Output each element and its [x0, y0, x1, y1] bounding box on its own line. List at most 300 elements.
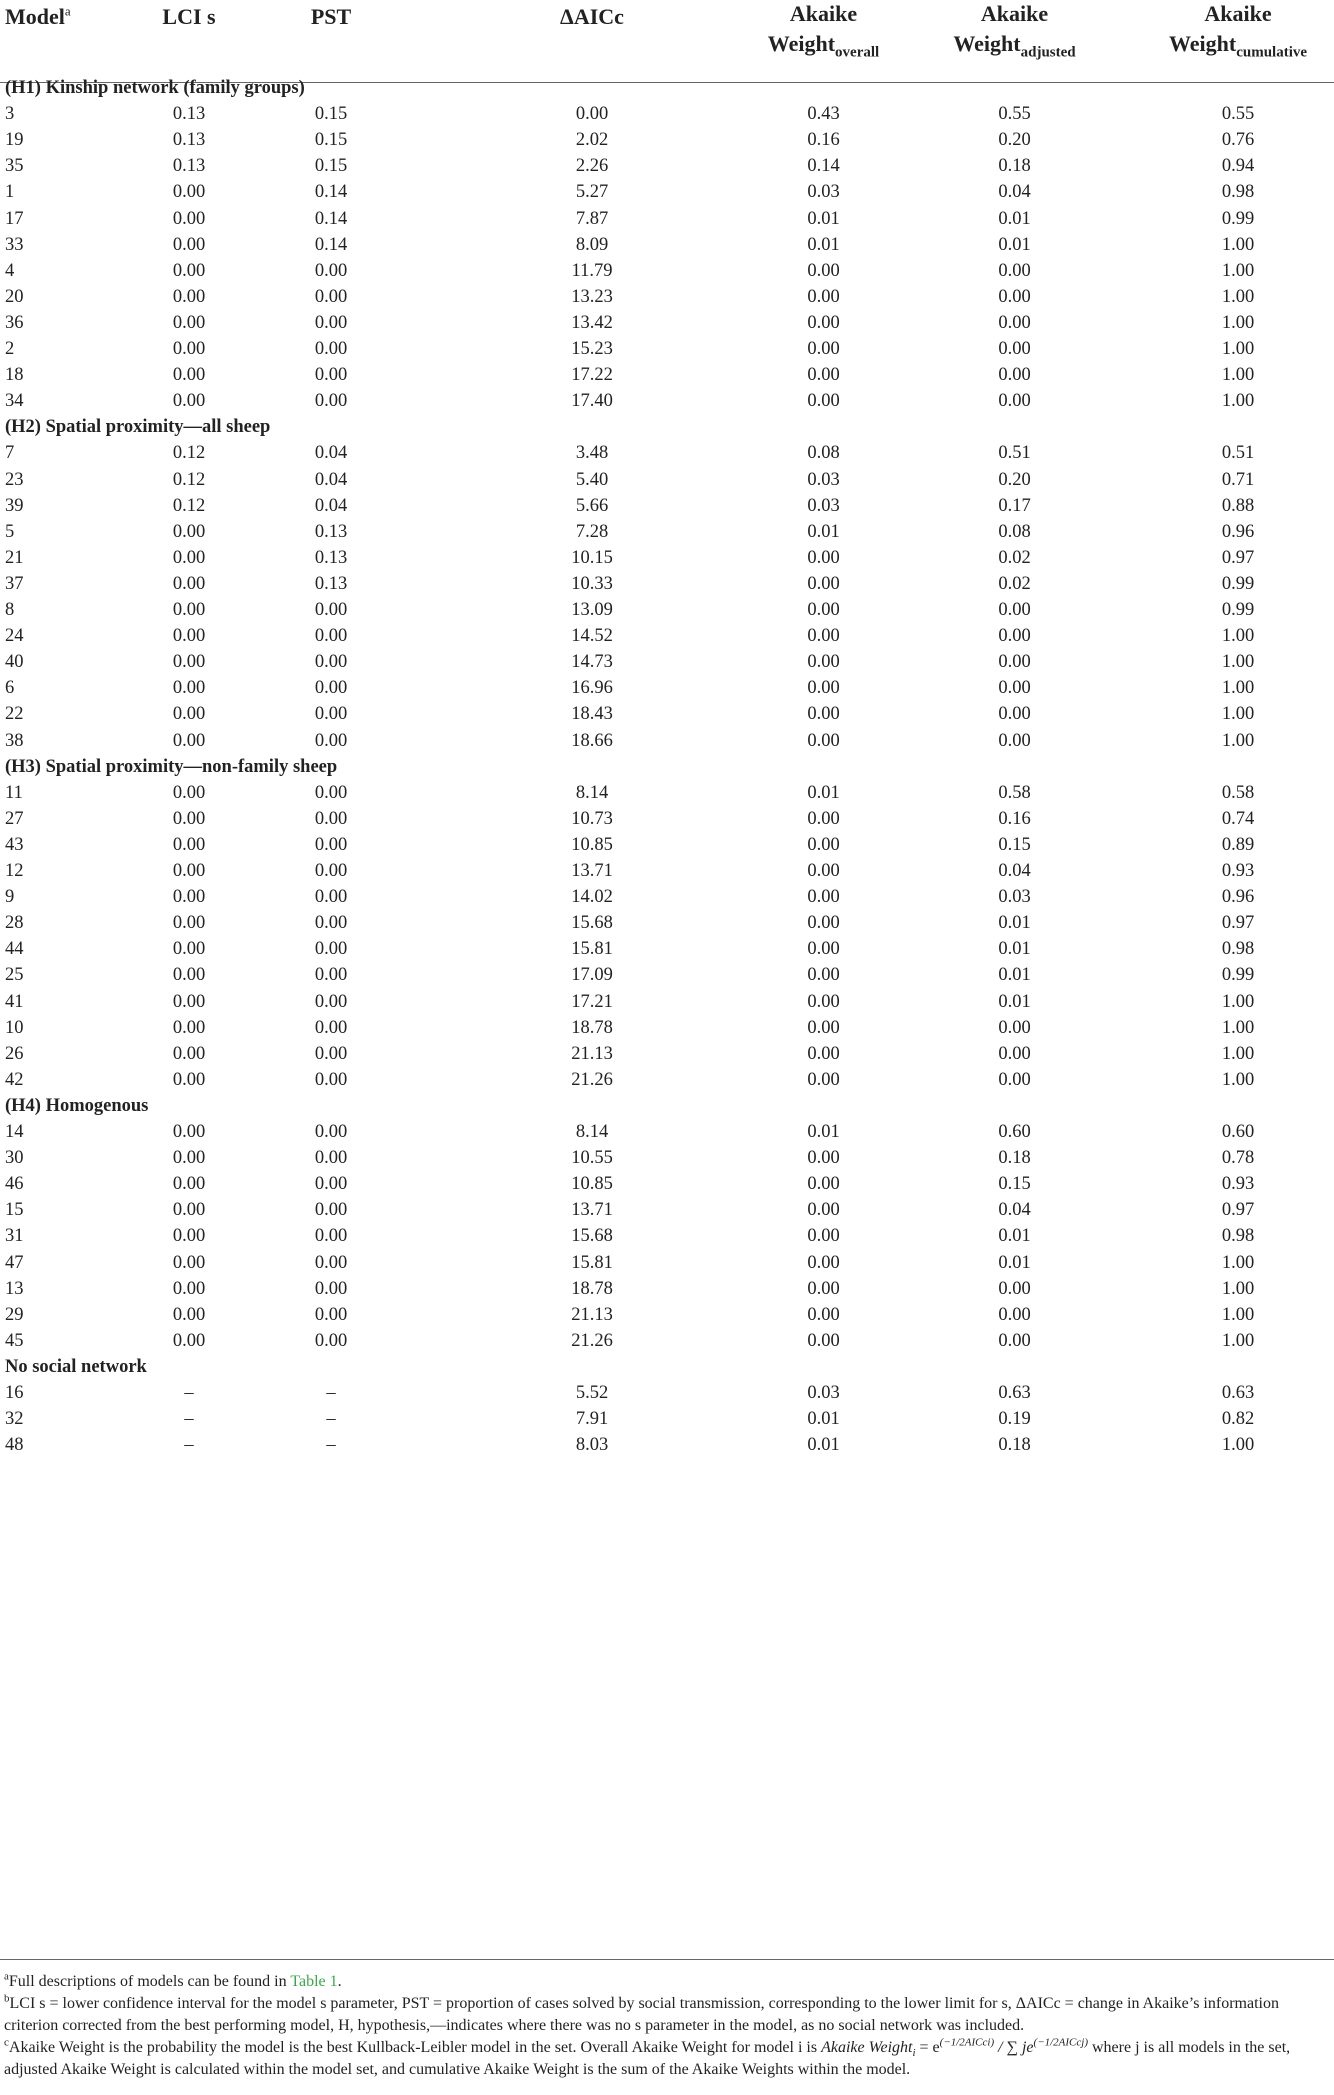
- cell-weight-overall: 0.01: [807, 1122, 840, 1142]
- cell-pst: 0.14: [314, 234, 348, 255]
- cell-pst: 0.00: [314, 1017, 348, 1038]
- cell-daicc: 15.68: [571, 1226, 613, 1247]
- cell-weight-cumulative: 1.00: [1221, 652, 1255, 673]
- cell-daicc: 18.78: [571, 1017, 613, 1038]
- cell-lci: 0.00: [172, 965, 206, 986]
- cell-weight-overall: 0.03: [807, 1383, 840, 1403]
- cell-model: 28: [5, 913, 24, 934]
- cell-weight-cumulative: 1.00: [1221, 730, 1255, 751]
- cell-weight-adjusted: 0.00: [998, 704, 1031, 725]
- cell-lci: 0.00: [172, 1148, 206, 1169]
- section-title: (H2) Spatial proximity—all sheep: [5, 417, 271, 438]
- cell-pst: 0.00: [314, 1148, 348, 1169]
- cell-daicc: 21.13: [571, 1043, 613, 1064]
- cell-weight-overall: 0.00: [807, 1252, 840, 1273]
- cell-weight-overall: 0.00: [807, 286, 840, 307]
- cell-lci: 0.00: [172, 391, 206, 412]
- cell-daicc: 5.40: [575, 469, 609, 490]
- cell-weight-adjusted: 0.16: [998, 808, 1031, 829]
- table-footnotes: [4, 1971, 1329, 2081]
- cell-weight-cumulative: 1.00: [1221, 1330, 1255, 1351]
- cell-weight-cumulative: 0.88: [1221, 495, 1255, 516]
- cell-daicc: 13.09: [571, 600, 613, 620]
- cell-weight-overall: 0.00: [807, 913, 840, 934]
- cell-weight-cumulative: 0.55: [1221, 104, 1255, 125]
- cell-lci: 0.00: [172, 834, 206, 855]
- footnote-b: [4, 1993, 1329, 2037]
- cell-weight-overall: 0.00: [807, 312, 840, 333]
- cell-daicc: 3.48: [575, 443, 609, 464]
- cell-weight-adjusted: 0.00: [998, 1304, 1031, 1325]
- formula-divisor: / ∑ je: [994, 2039, 1034, 2056]
- cell-weight-adjusted: 0.58: [998, 782, 1031, 803]
- cell-pst: 0.00: [314, 834, 348, 855]
- cell-pst: 0.13: [314, 547, 348, 568]
- cell-weight-adjusted: 0.63: [998, 1383, 1031, 1403]
- cell-weight-overall: 0.03: [807, 495, 840, 516]
- cell-lci: 0.00: [172, 991, 206, 1012]
- footnote-c-text-start: Akaike Weight is the probability the model is the best Kullback-Leibler model in the set. Overall Akaike Weight for model i is: [8, 2039, 822, 2056]
- cell-daicc: 21.26: [571, 1330, 613, 1351]
- section-title: No social network: [5, 1356, 147, 1377]
- cell-weight-overall: 0.00: [807, 1304, 840, 1325]
- cell-weight-overall: 0.00: [807, 834, 840, 855]
- cell-pst: 0.00: [314, 1226, 348, 1247]
- cell-lci: –: [184, 1435, 194, 1456]
- header-weight-overall-sub: overall: [835, 44, 880, 61]
- cell-weight-adjusted: 0.15: [998, 834, 1031, 855]
- cell-lci: 0.00: [172, 1252, 206, 1273]
- header-weight-adjusted-top: Akaike: [980, 1, 1049, 26]
- cell-model: 43: [5, 834, 24, 855]
- cell-daicc: 15.81: [571, 939, 613, 960]
- cell-daicc: 15.81: [571, 1252, 613, 1273]
- cell-weight-overall: 0.03: [807, 469, 840, 490]
- footnote-a-text: Full descriptions of models can be found in: [8, 1973, 291, 1990]
- cell-weight-adjusted: 0.00: [998, 312, 1031, 333]
- cell-weight-overall: 0.00: [807, 260, 840, 281]
- cell-daicc: 13.71: [571, 861, 613, 881]
- cell-pst: 0.00: [314, 1252, 348, 1273]
- cell-weight-adjusted: 0.00: [998, 286, 1031, 307]
- cell-pst: 0.00: [314, 652, 348, 673]
- cell-weight-adjusted: 0.00: [998, 365, 1031, 386]
- cell-weight-cumulative: 1.00: [1221, 286, 1255, 307]
- cell-lci: 0.00: [172, 573, 206, 594]
- cell-daicc: 14.73: [571, 652, 613, 673]
- cell-pst: 0.15: [314, 104, 348, 125]
- cell-weight-adjusted: 0.04: [998, 861, 1031, 881]
- cell-lci: 0.00: [172, 1017, 206, 1038]
- cell-weight-cumulative: 0.98: [1221, 939, 1255, 960]
- header-weight-cumulative-base: Weight: [1168, 31, 1237, 56]
- cell-daicc: 0.00: [575, 104, 609, 125]
- cell-weight-overall: 0.00: [807, 808, 840, 829]
- cell-pst: 0.00: [314, 600, 348, 620]
- cell-weight-cumulative: 0.99: [1221, 965, 1255, 986]
- cell-weight-adjusted: 0.01: [998, 965, 1031, 986]
- cell-weight-cumulative: 0.97: [1221, 913, 1255, 934]
- cell-weight-overall: 0.14: [807, 156, 840, 177]
- cell-daicc: 5.66: [575, 495, 609, 516]
- cell-pst: 0.00: [314, 626, 348, 647]
- cell-lci: 0.00: [172, 861, 206, 881]
- cell-daicc: 7.91: [575, 1409, 609, 1430]
- cell-weight-adjusted: 0.01: [998, 939, 1031, 960]
- cell-weight-adjusted: 0.00: [998, 1069, 1031, 1090]
- cell-lci: 0.00: [172, 678, 206, 699]
- cell-model: 4: [5, 260, 15, 281]
- cell-weight-adjusted: 0.04: [998, 1200, 1031, 1221]
- cell-weight-cumulative: 0.97: [1221, 547, 1255, 568]
- footnote-c: [4, 2037, 1329, 2081]
- cell-weight-adjusted: 0.00: [998, 652, 1031, 673]
- cell-daicc: 17.09: [571, 965, 613, 986]
- cell-lci: 0.00: [172, 1043, 206, 1064]
- cell-weight-overall: 0.01: [807, 1409, 840, 1430]
- cell-weight-cumulative: 1.00: [1221, 365, 1255, 386]
- cell-model: 35: [5, 156, 24, 177]
- cell-model: 27: [5, 808, 24, 829]
- akaike-weight-formula: [821, 2036, 1088, 2060]
- cell-model: 33: [5, 234, 24, 255]
- cell-lci: 0.00: [172, 600, 206, 620]
- cell-model: 18: [5, 365, 24, 386]
- cell-lci: 0.00: [172, 1200, 206, 1221]
- cell-daicc: 13.23: [571, 286, 613, 307]
- cell-weight-cumulative: 0.98: [1221, 182, 1255, 203]
- cell-model: 10: [5, 1017, 24, 1038]
- header-weight-cumulative-top: Akaike: [1204, 1, 1272, 26]
- cell-weight-overall: 0.00: [807, 1330, 840, 1351]
- cell-pst: 0.00: [314, 782, 348, 803]
- cell-model: 48: [5, 1435, 24, 1456]
- cell-model: 2: [5, 339, 15, 359]
- section-title: (H4) Homogenous: [5, 1095, 149, 1116]
- cell-weight-cumulative: 1.00: [1221, 1043, 1255, 1064]
- cell-pst: 0.15: [314, 156, 348, 177]
- cell-lci: 0.00: [172, 939, 206, 960]
- header-pst: PST: [310, 4, 352, 29]
- cell-weight-overall: 0.00: [807, 991, 840, 1012]
- cell-weight-overall: 0.00: [807, 1043, 840, 1064]
- cell-weight-adjusted: 0.18: [998, 1435, 1031, 1456]
- cell-model: 34: [5, 391, 24, 412]
- cell-pst: 0.00: [314, 913, 348, 934]
- cell-model: 38: [5, 730, 24, 751]
- cell-weight-cumulative: 1.00: [1221, 312, 1255, 333]
- footnote-a-mark: a: [4, 1970, 9, 1983]
- cell-weight-adjusted: 0.02: [998, 573, 1031, 594]
- cell-lci: 0.00: [172, 1069, 206, 1090]
- cell-lci: 0.13: [172, 104, 206, 125]
- cell-model: 41: [5, 991, 24, 1012]
- cell-lci: 0.00: [172, 260, 206, 281]
- cell-pst: 0.00: [314, 991, 348, 1012]
- cell-lci: 0.00: [172, 704, 206, 725]
- footnote-a-end: .: [337, 1973, 342, 1990]
- cell-model: 15: [5, 1200, 24, 1221]
- cell-model: 19: [5, 130, 24, 151]
- cell-daicc: 2.26: [575, 156, 609, 177]
- cell-pst: 0.00: [314, 1200, 348, 1221]
- cell-weight-adjusted: 0.00: [998, 260, 1031, 281]
- cell-model: 6: [5, 678, 15, 699]
- cell-lci: 0.00: [172, 887, 206, 908]
- cell-daicc: 8.09: [575, 234, 609, 255]
- cell-weight-cumulative: 0.51: [1221, 443, 1255, 464]
- cell-model: 46: [5, 1174, 24, 1195]
- cell-weight-cumulative: 1.00: [1221, 1304, 1255, 1325]
- cell-lci: 0.00: [172, 913, 206, 934]
- cell-weight-adjusted: 0.00: [998, 730, 1031, 751]
- cell-weight-adjusted: 0.00: [998, 626, 1031, 647]
- cell-pst: –: [326, 1435, 336, 1456]
- header-model-footnote-mark: a: [64, 3, 71, 19]
- cell-daicc: 17.40: [571, 391, 613, 412]
- cell-weight-adjusted: 0.03: [998, 887, 1031, 908]
- cell-pst: 0.00: [314, 1304, 348, 1325]
- cell-pst: 0.00: [314, 887, 348, 908]
- cell-weight-adjusted: 0.00: [998, 678, 1031, 699]
- cell-pst: 0.00: [314, 312, 348, 333]
- cell-lci: 0.00: [172, 1122, 206, 1142]
- cell-weight-overall: 0.03: [807, 182, 840, 203]
- cell-weight-adjusted: 0.04: [998, 182, 1031, 203]
- cell-weight-cumulative: 1.00: [1221, 339, 1255, 359]
- cell-weight-adjusted: 0.00: [998, 1017, 1031, 1038]
- cell-model: 40: [5, 652, 24, 673]
- cell-pst: 0.00: [314, 1043, 348, 1064]
- cell-weight-overall: 0.00: [807, 573, 840, 594]
- formula-index: i: [912, 2047, 916, 2060]
- cell-weight-cumulative: 0.82: [1221, 1409, 1255, 1430]
- cell-daicc: 18.78: [571, 1278, 613, 1299]
- cell-weight-overall: 0.00: [807, 600, 840, 620]
- cell-lci: 0.00: [172, 626, 206, 647]
- cell-model: 17: [5, 208, 24, 229]
- cell-model: 31: [5, 1226, 24, 1247]
- cell-pst: 0.04: [314, 443, 348, 464]
- cell-pst: 0.14: [314, 182, 348, 203]
- cell-weight-adjusted: 0.15: [998, 1174, 1031, 1195]
- cell-daicc: 17.22: [571, 365, 613, 386]
- cell-model: 26: [5, 1043, 24, 1064]
- cell-weight-overall: 0.00: [807, 678, 840, 699]
- cell-weight-cumulative: 0.74: [1221, 808, 1255, 829]
- cell-weight-overall: 0.00: [807, 652, 840, 673]
- cell-pst: 0.13: [314, 521, 348, 542]
- cell-model: 13: [5, 1278, 24, 1299]
- cell-weight-cumulative: 0.99: [1221, 573, 1255, 594]
- cell-weight-overall: 0.00: [807, 887, 840, 908]
- cell-lci: 0.00: [172, 234, 206, 255]
- cell-weight-overall: 0.00: [807, 730, 840, 751]
- cell-weight-cumulative: 1.00: [1221, 1252, 1255, 1273]
- cell-weight-adjusted: 0.18: [998, 156, 1031, 177]
- cell-model: 21: [5, 547, 24, 568]
- table-1-link[interactable]: Table 1: [290, 1973, 338, 1990]
- cell-daicc: 8.14: [575, 782, 609, 803]
- header-weight-adjusted-base: Weight: [953, 31, 1021, 56]
- cell-weight-cumulative: 0.89: [1221, 834, 1255, 855]
- cell-weight-overall: 0.00: [807, 547, 840, 568]
- cell-daicc: 13.42: [571, 312, 613, 333]
- cell-daicc: 2.02: [575, 130, 609, 151]
- cell-pst: 0.00: [314, 939, 348, 960]
- cell-weight-cumulative: 0.93: [1221, 1174, 1255, 1195]
- cell-weight-overall: 0.00: [807, 704, 840, 725]
- cell-model: 23: [5, 469, 24, 490]
- cell-daicc: 5.27: [575, 182, 609, 203]
- cell-daicc: 13.71: [571, 1200, 613, 1221]
- cell-weight-overall: 0.16: [807, 130, 840, 151]
- cell-weight-overall: 0.00: [807, 1226, 840, 1247]
- cell-weight-cumulative: 1.00: [1221, 1069, 1255, 1090]
- cell-weight-cumulative: 0.99: [1221, 600, 1255, 620]
- cell-weight-overall: 0.00: [807, 339, 840, 359]
- cell-model: 30: [5, 1148, 24, 1169]
- cell-lci: 0.00: [172, 286, 206, 307]
- cell-weight-overall: 0.00: [807, 1200, 840, 1221]
- cell-lci: 0.12: [172, 443, 206, 464]
- cell-lci: 0.00: [172, 808, 206, 829]
- cell-weight-adjusted: 0.20: [998, 130, 1031, 151]
- cell-pst: 0.04: [314, 469, 348, 490]
- cell-lci: 0.13: [172, 156, 206, 177]
- cell-daicc: 10.73: [571, 808, 613, 829]
- cell-weight-adjusted: 0.01: [998, 1252, 1031, 1273]
- cell-pst: 0.00: [314, 260, 348, 281]
- cell-pst: 0.00: [314, 1174, 348, 1195]
- cell-weight-cumulative: 0.96: [1221, 521, 1255, 542]
- cell-pst: 0.00: [314, 391, 348, 412]
- footnote-c-mark: c: [4, 2036, 9, 2049]
- cell-model: 37: [5, 573, 24, 594]
- cell-daicc: 8.14: [575, 1122, 609, 1142]
- cell-pst: 0.00: [314, 1330, 348, 1351]
- cell-daicc: 21.26: [571, 1069, 613, 1090]
- cell-model: 42: [5, 1069, 24, 1090]
- cell-pst: 0.00: [314, 286, 348, 307]
- cell-weight-overall: 0.00: [807, 1017, 840, 1038]
- cell-pst: 0.00: [314, 861, 348, 881]
- header-weight-adjusted-sub: adjusted: [1020, 44, 1076, 61]
- cell-daicc: 7.87: [575, 208, 609, 229]
- formula-eq: = e: [915, 2039, 940, 2056]
- header-weight-overall-top: Akaike: [789, 1, 858, 26]
- cell-weight-cumulative: 0.71: [1221, 469, 1255, 490]
- cell-weight-cumulative: 0.58: [1221, 782, 1255, 803]
- cell-daicc: 21.13: [571, 1304, 613, 1325]
- cell-daicc: 18.66: [571, 730, 613, 751]
- cell-weight-overall: 0.08: [807, 443, 840, 464]
- header-model-label: Model: [5, 4, 65, 29]
- cell-pst: 0.00: [314, 730, 348, 751]
- cell-pst: 0.00: [314, 339, 348, 359]
- cell-weight-cumulative: 1.00: [1221, 1435, 1255, 1456]
- cell-model: 25: [5, 965, 24, 986]
- cell-weight-adjusted: 0.00: [998, 1278, 1031, 1299]
- cell-weight-adjusted: 0.20: [998, 469, 1031, 490]
- cell-weight-cumulative: 1.00: [1221, 1278, 1255, 1299]
- formula-exponent-2: (−1/2AICcj): [1033, 2036, 1088, 2049]
- cell-weight-overall: 0.43: [807, 104, 840, 125]
- cell-model: 29: [5, 1304, 24, 1325]
- cell-weight-adjusted: 0.60: [998, 1122, 1031, 1142]
- header-daicc: ΔAICc: [560, 4, 624, 29]
- cell-daicc: 10.15: [571, 547, 613, 568]
- header-lci: LCI s: [162, 4, 216, 29]
- cell-weight-cumulative: 0.76: [1221, 130, 1255, 151]
- cell-daicc: 10.55: [571, 1148, 613, 1169]
- cell-weight-cumulative: 0.60: [1221, 1122, 1255, 1142]
- cell-daicc: 10.85: [571, 834, 613, 855]
- cell-lci: –: [184, 1409, 194, 1430]
- cell-model: 12: [5, 861, 24, 881]
- cell-model: 14: [5, 1122, 24, 1142]
- cell-lci: 0.00: [172, 1226, 206, 1247]
- cell-daicc: 11.79: [571, 260, 613, 281]
- cell-pst: –: [326, 1383, 336, 1403]
- cell-weight-cumulative: 0.96: [1221, 887, 1255, 908]
- cell-weight-overall: 0.00: [807, 626, 840, 647]
- cell-lci: 0.00: [172, 312, 206, 333]
- cell-daicc: 16.96: [571, 678, 613, 699]
- cell-lci: 0.00: [172, 730, 206, 751]
- cell-lci: 0.00: [172, 521, 206, 542]
- cell-pst: 0.04: [314, 495, 348, 516]
- cell-weight-cumulative: 1.00: [1221, 991, 1255, 1012]
- cell-daicc: 5.52: [575, 1383, 609, 1403]
- cell-pst: 0.00: [314, 1069, 348, 1090]
- cell-daicc: 15.23: [571, 339, 613, 359]
- header-weight-overall: [741, 0, 906, 59]
- cell-model: 32: [5, 1409, 24, 1430]
- cell-lci: 0.00: [172, 208, 206, 229]
- cell-daicc: 10.33: [571, 573, 613, 594]
- cell-weight-overall: 0.01: [807, 208, 840, 229]
- cell-weight-overall: 0.00: [807, 939, 840, 960]
- cell-daicc: 17.21: [571, 991, 613, 1012]
- cell-lci: 0.00: [172, 1278, 206, 1299]
- cell-daicc: 18.43: [571, 704, 613, 725]
- cell-weight-overall: 0.01: [807, 1435, 840, 1456]
- header-weight-overall-base: Weight: [767, 31, 836, 56]
- cell-weight-adjusted: 0.00: [998, 1043, 1031, 1064]
- footnote-b-mark: b: [4, 1992, 10, 2005]
- table-row: [0, 1428, 1334, 1463]
- cell-lci: 0.00: [172, 365, 206, 386]
- cell-weight-adjusted: 0.55: [998, 104, 1031, 125]
- cell-lci: 0.00: [172, 782, 206, 803]
- cell-weight-overall: 0.01: [807, 782, 840, 803]
- cell-pst: 0.15: [314, 130, 348, 151]
- footnote-b-text: LCI s = lower confidence interval for the model s parameter, PST = proportion of cases solved by social transmission, corresponding to the lower limit for s, ΔAICc = change in Akaike’s information criterion corrected from the best performing model, H, hypothesis,—indicates where there was no s parameter in the model, as no social network was included.: [4, 1995, 1279, 2034]
- cell-model: 39: [5, 495, 24, 516]
- cell-weight-adjusted: 0.00: [998, 339, 1031, 359]
- cell-weight-overall: 0.00: [807, 365, 840, 386]
- cell-pst: 0.00: [314, 1122, 348, 1142]
- cell-pst: –: [326, 1409, 336, 1430]
- cell-weight-adjusted: 0.08: [998, 521, 1031, 542]
- cell-pst: 0.00: [314, 965, 348, 986]
- cell-model: 45: [5, 1330, 24, 1351]
- cell-weight-overall: 0.00: [807, 965, 840, 986]
- formula-exponent-1: (−1/2AICci): [939, 2036, 995, 2049]
- cell-model: 22: [5, 704, 24, 725]
- cell-weight-cumulative: 0.63: [1221, 1383, 1255, 1403]
